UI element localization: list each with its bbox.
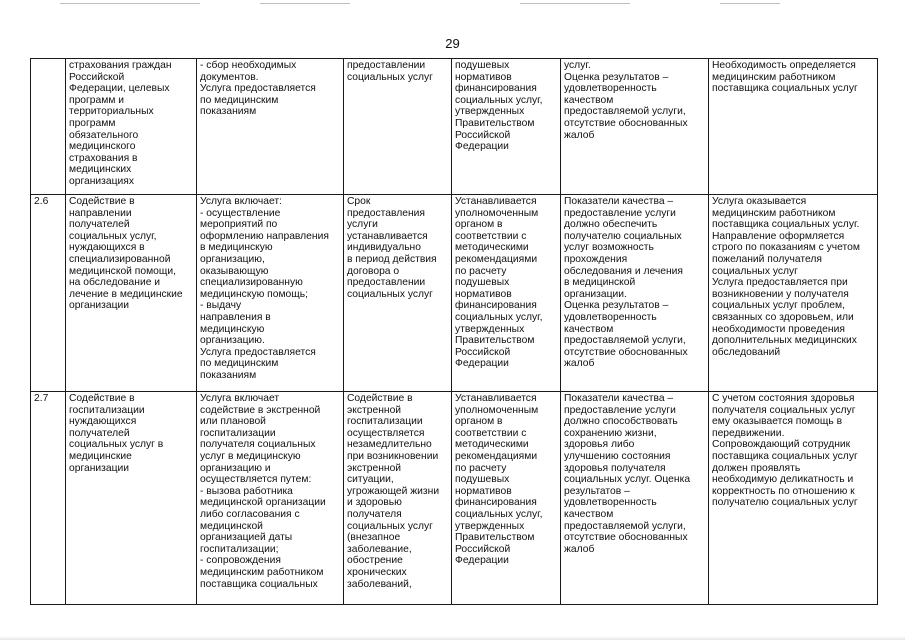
scan-artifact-line bbox=[60, 3, 200, 4]
service-term-cell: Содействие в экстренной госпитализации осуществляется незамедлительно при возникновении экстренной ситуации, угрожающей жизни и здоровью получателя социальных услуг (внезапное заболевание, обострение хронических заболеваний, bbox=[344, 392, 452, 605]
quality-indicators-cell: Показатели качества – предоставление услуги должно обеспечить получателю социальных услуг возможность прохождения обследования и лечения в медицинской организации. Оценка результатов – удовлетворенность качеством предоставляемой услуги, отсутствие обоснованных жалоб bbox=[561, 195, 709, 392]
service-tariff-cell: Устанавливается уполномоченным органом в соответствии с методическими рекомендациями по расчету подушевых нормативов финансирования социальных услуг, утвержденных Правительством Российской Федерации bbox=[452, 392, 561, 605]
service-description-cell: - сбор необходимых документов. Услуга предоставляется по медицинским показаниям bbox=[197, 59, 344, 195]
row-number: 2.6 bbox=[31, 195, 66, 392]
table-row bbox=[31, 195, 878, 392]
service-tariff-cell: подушевых нормативов финансирования социальных услуг, утвержденных Правительством Российской Федерации bbox=[452, 59, 561, 195]
service-name-cell: Содействие в направлении получателей социальных услуг, нуждающихся в специализированной медицинской помощи, на обследование и лечение в медицинские организации bbox=[66, 195, 197, 392]
scan-artifact-line bbox=[720, 3, 780, 4]
conditions-cell: Услуга оказывается медицинским работником поставщика социальных услуг. Направление оформляется строго по показаниям с учетом пожеланий получателя социальных услуг Услуга предоставляется при возникновении у получателя социальных услуг проблем, связанных со здоровьем, или необходимости проведения дополнительных медицинских обследований bbox=[709, 195, 878, 392]
scan-bottom-edge bbox=[0, 636, 905, 640]
conditions-cell: Необходимость определяется медицинским работником поставщика социальных услуг bbox=[709, 59, 878, 195]
quality-indicators-cell: услуг. Оценка результатов – удовлетворенность качеством предоставляемой услуги, отсутствие обоснованных жалоб bbox=[561, 59, 709, 195]
row-number: 2.7 bbox=[31, 392, 66, 605]
service-term-cell: Срок предоставления услуги устанавливается индивидуально в период действия договора о предоставлении социальных услуг bbox=[344, 195, 452, 392]
service-name-cell: Содействие в госпитализации нуждающихся получателей социальных услуг в медицинские организации bbox=[66, 392, 197, 605]
conditions-cell: С учетом состояния здоровья получателя социальных услуг ему оказывается помощь в передвижении. Сопровождающий сотрудник поставщика социальных услуг должен проявлять необходимую деликатность и корректность по отношению к получателю социальных услуг bbox=[709, 392, 878, 605]
service-term-cell: предоставлении социальных услуг bbox=[344, 59, 452, 195]
scan-artifact-line bbox=[520, 3, 630, 4]
service-description-cell: Услуга включает содействие в экстренной или плановой госпитализации получателя социальных услуг в медицинскую организацию и осуществляется путем: - вызова работника медицинской организации либо согласования с медицинской организацией даты госпитализации; - сопровождения медицинским работником поставщика социальных bbox=[197, 392, 344, 605]
service-description-cell: Услуга включает: - осуществление мероприятий по оформлению направления в медицинскую организацию, оказывающую специализированную медицинскую помощь; - выдачу направления в медицинскую организацию. Услуга предоставляется по медицинским показаниям bbox=[197, 195, 344, 392]
services-table bbox=[30, 58, 878, 605]
service-name-cell: страхования граждан Российской Федерации, целевых программ и территориальных программ обязательного медицинского страхования в медицинских организациях bbox=[66, 59, 197, 195]
table-row bbox=[31, 392, 878, 605]
quality-indicators-cell: Показатели качества – предоставление услуги должно способствовать сохранению жизни, здоровья либо улучшению состояния здоровья получателя социальных услуг. Оценка результатов – удовлетворенность качеством предоставляемой услуги, отсутствие обоснованных жалоб bbox=[561, 392, 709, 605]
page-number: 29 bbox=[445, 36, 460, 51]
service-tariff-cell: Устанавливается уполномоченным органом в соответствии с методическими рекомендациями по расчету подушевых нормативов финансирования социальных услуг, утвержденных Правительством Российской Федерации bbox=[452, 195, 561, 392]
scan-artifact-line bbox=[260, 3, 350, 4]
row-number bbox=[31, 59, 66, 195]
table-row bbox=[31, 59, 878, 195]
